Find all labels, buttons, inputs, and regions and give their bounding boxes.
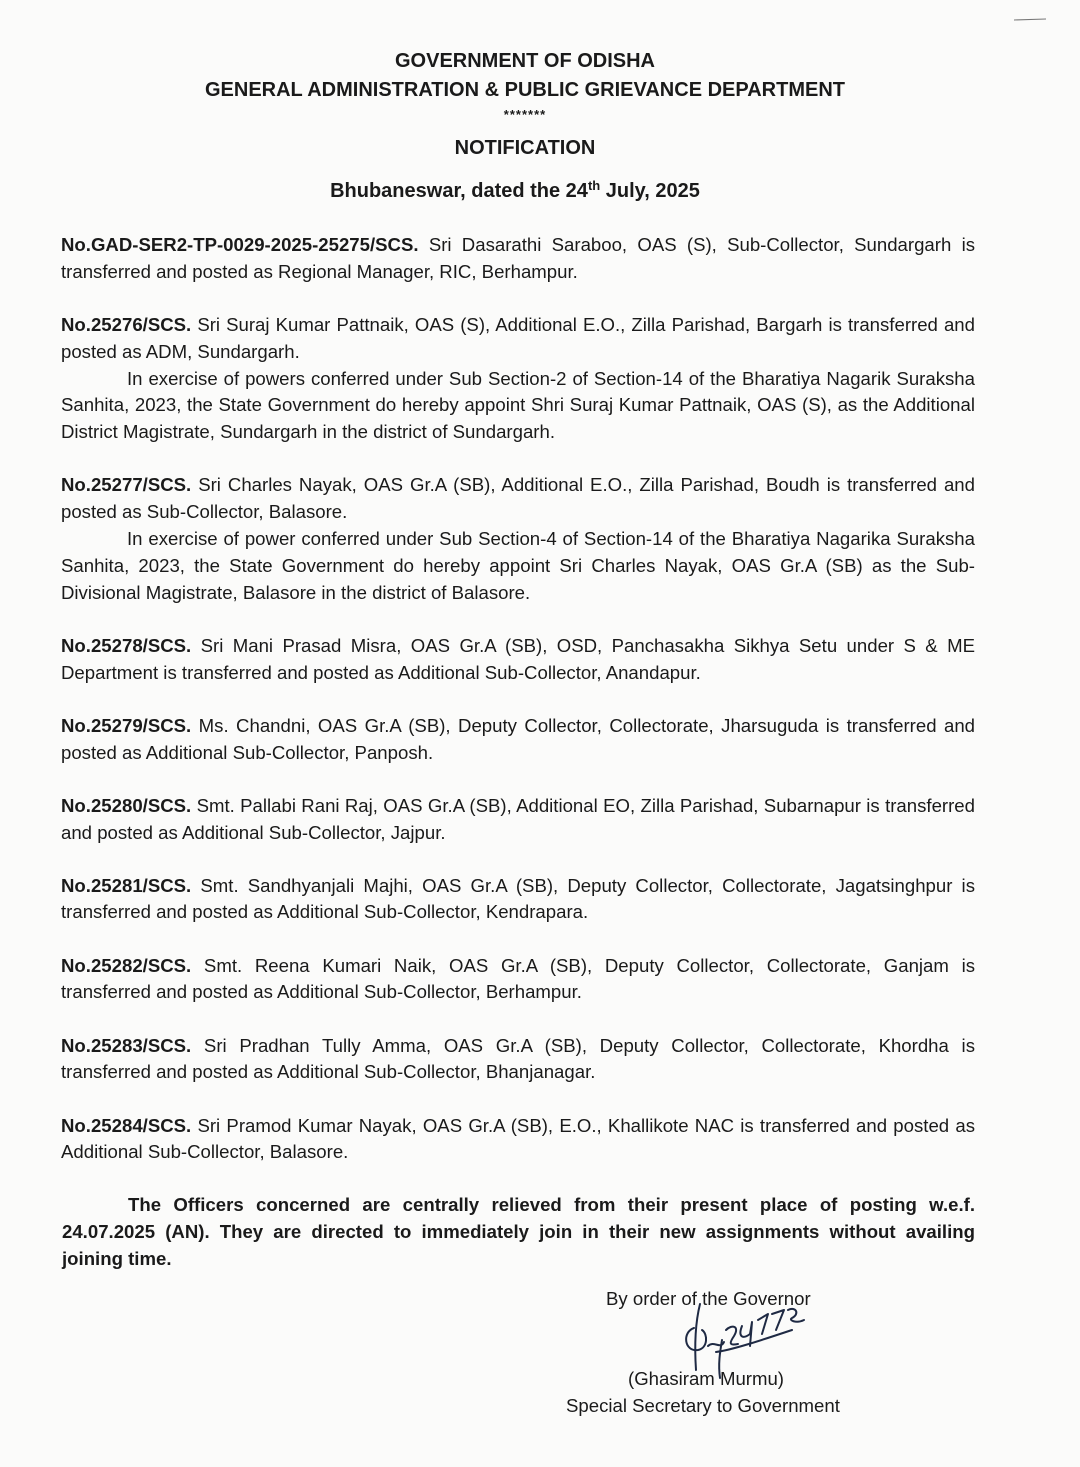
notification-title: NOTIFICATION (454, 137, 596, 159)
date-superscript: th (587, 178, 601, 193)
signatory-name: (Ghasiram Murmu) (628, 1368, 784, 1389)
order-paragraph (61, 633, 975, 687)
date-suffix: July, 2025 (600, 180, 700, 202)
order-text: Sri Suraj Kumar Pattnaik, OAS (S), Additional E.O., Zilla Parishad, Bargarh is transferred and posted as ADM, Sundargarh. (61, 313, 975, 362)
pen-mark (1014, 18, 1046, 22)
order-text: Sri Pramod Kumar Nayak, OAS Gr.A (SB), E.O., Khallikote NAC is transferred and posted as Additional Sub-Collector, Balasore. (61, 1114, 975, 1163)
order-text: Sri Charles Nayak, OAS Gr.A (SB), Additional E.O., Zilla Parishad, Boudh is transferred and posted as Sub-Collector, Balasore. (61, 474, 975, 523)
closing-directive: The Officers concerned are centrally relieved from their present place of posting w.e.f. 24.07.2025 (AN). They are directed to immediately join in their new assignments without availing joining time. (62, 1194, 975, 1269)
order-number: No.25277/SCS. (61, 474, 192, 496)
signatory-designation: Special Secretary to Government (566, 1395, 840, 1416)
order-list (61, 232, 975, 1193)
order-paragraph (61, 873, 975, 927)
order-text: Smt. Pallabi Rani Raj, OAS Gr.A (SB), Additional EO, Zilla Parishad, Subarnapur is transferred and posted as Additional Sub-Collector, Jajpur. (61, 794, 975, 843)
order-subtext: In exercise of powers conferred under Sub Section-2 of Section-14 of the Bharatiya Nagarik Suraksha Sanhita, 2023, the State Government do hereby appoint Shri Suraj Kumar Pattnaik, OAS (S), as the Additional District Magistrate, Sundargarh in the district of Sundargarh. (61, 367, 975, 443)
by-order-line: By order of the Governor (606, 1288, 811, 1309)
order-number: No.25280/SCS. (61, 794, 192, 816)
date-prefix: Bhubaneswar, dated the 24 (330, 180, 588, 202)
order-paragraph (61, 312, 975, 446)
order-text: Ms. Chandni, OAS Gr.A (SB), Deputy Collector, Collectorate, Jharsuguda is transferred and posted as Additional Sub-Collector, Panposh. (61, 714, 975, 763)
government-heading: GOVERNMENT OF ODISHA (394, 50, 655, 72)
notification-date (0, 178, 1030, 203)
order-paragraph (61, 793, 975, 847)
order-number: No.25283/SCS. (61, 1034, 192, 1056)
order-text: Sri Mani Prasad Misra, OAS Gr.A (SB), OSD, Panchasakha Sikhya Setu under S & ME Department is transferred and posted as Additional Sub-Collector, Anandapur. (61, 634, 975, 683)
order-text: Sri Dasarathi Saraboo, OAS (S), Sub-Collector, Sundargarh is transferred and posted as Regional Manager, RIC, Berhampur. (61, 234, 975, 282)
order-number: No.GAD-SER2-TP-0029-2025-25275/SCS. (61, 234, 419, 255)
order-number: No.25279/SCS. (61, 714, 192, 736)
order-paragraph (61, 472, 975, 606)
order-number: No.25276/SCS. (61, 313, 192, 335)
order-number: No.25278/SCS. (61, 634, 192, 656)
order-number: No.25284/SCS. (61, 1114, 192, 1136)
department-heading: GENERAL ADMINISTRATION & PUBLIC GRIEVANCE DEPARTMENT (204, 79, 845, 101)
order-text: Sri Pradhan Tully Amma, OAS Gr.A (SB), Deputy Collector, Collectorate, Khordha is transferred and posted as Additional Sub-Collector, Bhanjanagar. (61, 1034, 975, 1083)
separator-stars: ******* (503, 107, 547, 122)
order-number: No.25282/SCS. (61, 954, 192, 976)
order-text: Smt. Sandhyanjali Majhi, OAS Gr.A (SB), Deputy Collector, Collectorate, Jagatsinghpur is transferred and posted as Additional Sub-Collector, Kendrapara. (61, 874, 975, 923)
order-number: No.25281/SCS. (61, 874, 192, 896)
order-subtext: In exercise of power conferred under Sub Section-4 of Section-14 of the Bharatiya Nagarika Suraksha Sanhita, 2023, the State Government do hereby appoint Sri Charles Nayak, OAS Gr.A (SB) as the Sub-Divisional Magistrate, Balasore in the district of Balasore. (61, 527, 975, 603)
order-paragraph (61, 1033, 975, 1087)
order-paragraph (61, 1113, 975, 1167)
order-paragraph (61, 953, 975, 1007)
order-text: Smt. Reena Kumari Naik, OAS Gr.A (SB), Deputy Collector, Collectorate, Ganjam is transferred and posted as Additional Sub-Collector, Berhampur. (61, 954, 975, 1003)
order-paragraph (61, 713, 975, 767)
order-paragraph (61, 232, 975, 286)
